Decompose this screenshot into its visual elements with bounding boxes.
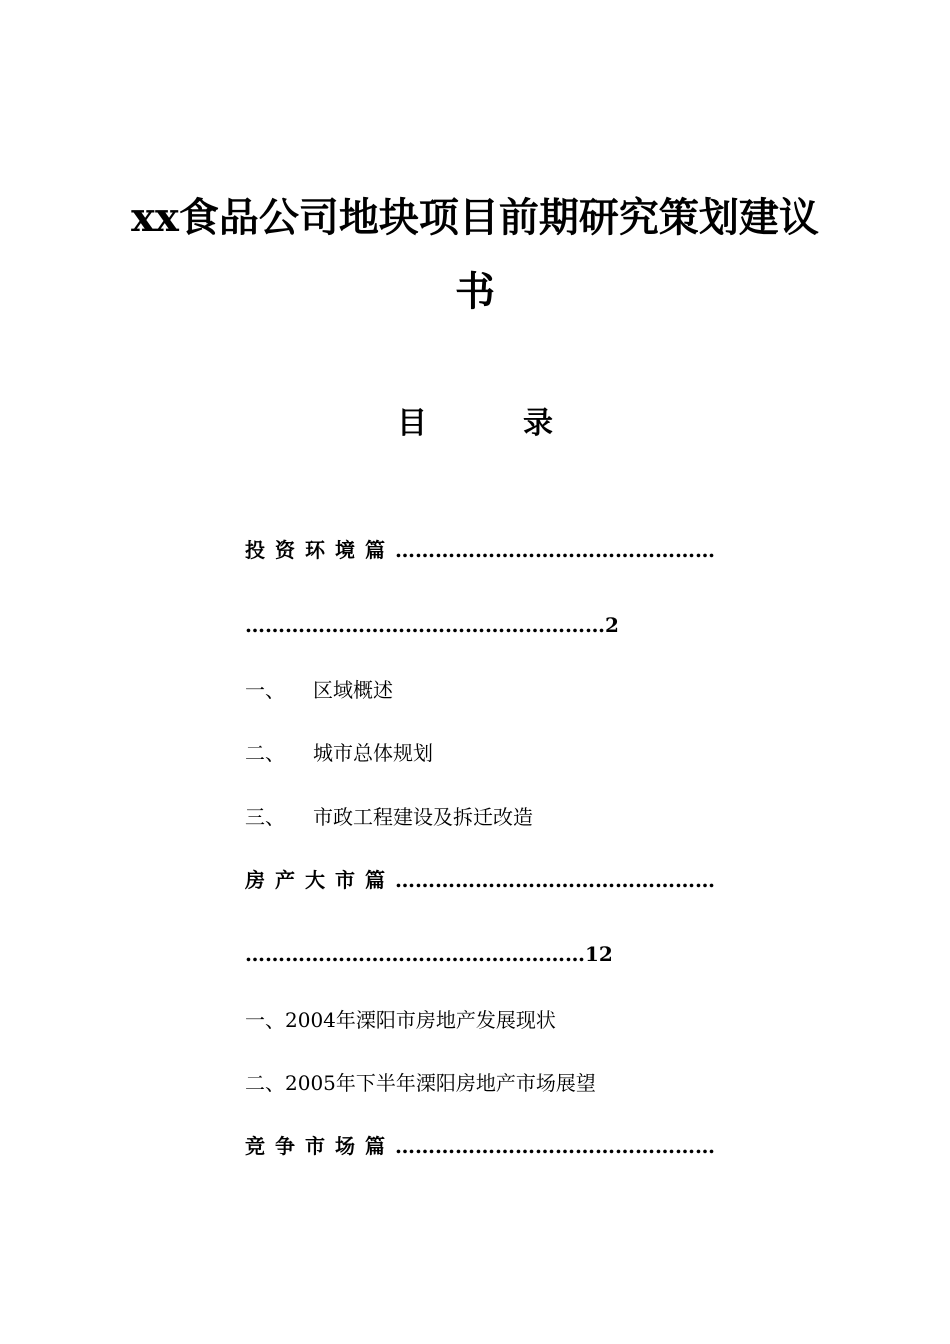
- toc-item[interactable]: [245, 1005, 556, 1035]
- toc-item-label: 2004年溧阳市房地产发展现状: [285, 1008, 556, 1032]
- document-title: xx食品公司地块项目前期研究策划建议: [131, 194, 819, 241]
- toc-leader-dots: …………………………………………: [395, 868, 715, 892]
- toc-item-label: 2005年下半年溧阳房地产市场展望: [285, 1071, 596, 1095]
- toc-leader-line: [245, 939, 805, 969]
- toc-leader-line: [245, 610, 805, 640]
- toc-heading-char-1: 目: [397, 406, 427, 441]
- toc-section-label: 投资环境篇: [245, 538, 395, 562]
- toc-item-label: 市政工程建设及拆迁改造: [313, 805, 533, 829]
- toc-item-label: 城市总体规划: [313, 741, 433, 765]
- toc-leader-dots: …………………………………………: [395, 1134, 715, 1158]
- toc-page-number: 2: [605, 613, 619, 637]
- toc-leader-dots: ………………………………………………: [245, 613, 605, 637]
- toc-item-number: 二、: [245, 1071, 285, 1095]
- toc-section-competition[interactable]: [245, 1131, 805, 1161]
- toc-item[interactable]: [245, 802, 533, 832]
- toc-heading: [0, 404, 950, 444]
- toc-heading-char-2: 录: [523, 406, 553, 441]
- toc-section-investment[interactable]: [245, 535, 805, 565]
- document-title-continued: 书: [455, 268, 495, 315]
- toc-leader-dots: ……………………………………………: [245, 942, 585, 966]
- toc-item-number: 一、: [245, 678, 285, 702]
- toc-item[interactable]: [245, 1068, 596, 1098]
- toc-leader-dots: …………………………………………: [395, 538, 715, 562]
- toc-section-label: 房产大市篇: [245, 868, 395, 892]
- toc-item-label: 区域概述: [313, 678, 393, 702]
- toc-item-number: 二、: [245, 741, 285, 765]
- toc-item-number: 三、: [245, 805, 285, 829]
- toc-item[interactable]: [245, 675, 393, 705]
- toc-item[interactable]: [245, 738, 433, 768]
- toc-section-label: 竞争市场篇: [245, 1134, 395, 1158]
- toc-section-real-estate[interactable]: [245, 865, 805, 895]
- toc-page-number: 12: [585, 942, 613, 966]
- toc-item-number: 一、: [245, 1008, 285, 1032]
